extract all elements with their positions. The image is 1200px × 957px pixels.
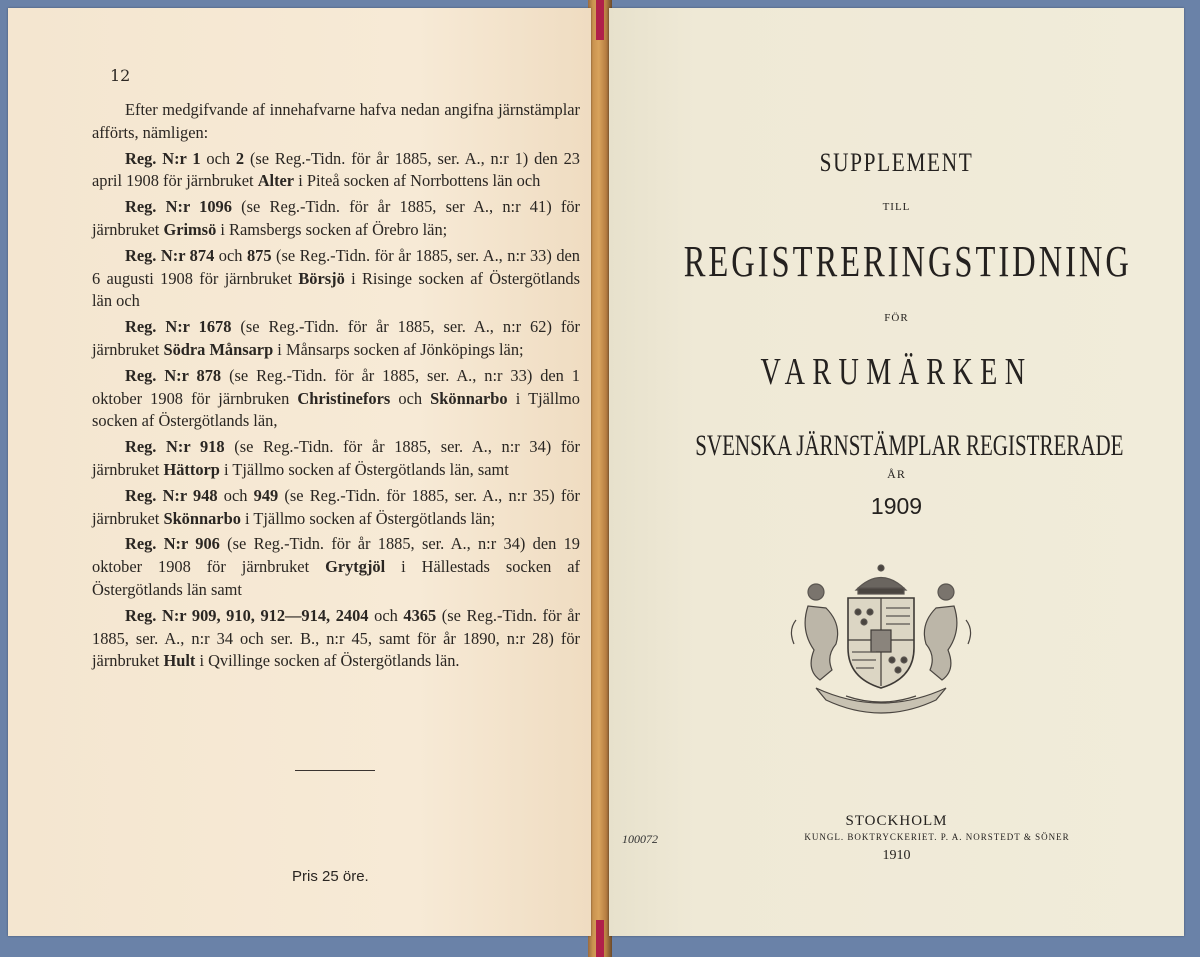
- bold-run: Reg. N:r 878: [125, 365, 222, 385]
- text-run: (se Reg.-Tidn. för år 1885, ser. A., n:r 62) för järnbruket: [92, 317, 580, 359]
- bold-run: Reg. N:r 906: [125, 534, 220, 554]
- bold-run: Reg. N:r 909, 910, 912—914, 2404: [125, 605, 369, 625]
- paragraph: [92, 436, 580, 482]
- bold-run: Börsjö: [298, 268, 345, 288]
- price-label: Pris 25 öre.: [292, 868, 369, 885]
- catalog-number: 100072: [622, 832, 658, 846]
- paragraph: [92, 316, 580, 362]
- separator-rule: [295, 770, 375, 771]
- text-run: (se Reg.-Tidn. för år 1885, ser. A., n:r 34) den 19 oktober 1908 för järnbruket: [92, 534, 580, 577]
- bold-run: Reg. N:r 918: [125, 437, 225, 457]
- title-varumarken: VARUMÄRKEN: [760, 351, 1033, 393]
- text-run: i Qvillinge socken af Östergötlands län.: [195, 651, 460, 671]
- publisher-city: STOCKHOLM: [845, 813, 948, 829]
- bold-run: Skönnarbo: [163, 508, 241, 528]
- text-run: (se Reg.-Tidn. för år 1885, ser. A., n:r 34 och ser. B., n:r 45, samt för år 1890, n:r 28) för järnbruket: [92, 605, 580, 671]
- text-run: Efter medgifvande af innehafvarne hafva nedan angifna järnstämplar afförts, nämligen:: [92, 100, 580, 142]
- bold-run: Hult: [163, 651, 196, 671]
- text-run: i Tjällmo socken af Östergötlands län, samt: [219, 459, 509, 479]
- subtitle: SVENSKA JÄRNSTÄMPLAR REGISTRERADE: [695, 429, 1124, 462]
- publication-year: 1910: [882, 848, 911, 863]
- text-run: (se Reg.-Tidn. för år 1885, ser. A., n:r 33) den 1 oktober 1908 för järnbruken: [92, 365, 580, 408]
- paragraph: [92, 148, 580, 194]
- text-run: i Tjällmo socken af Östergötlands län,: [92, 388, 580, 431]
- title-supplement: SUPPLEMENT: [819, 148, 974, 177]
- title-ar: ÅR: [887, 467, 906, 481]
- bold-run: 4365: [403, 605, 437, 625]
- paragraph: [92, 605, 580, 673]
- text-run: (se Reg.-Tidn. för år 1885, ser. A., n:r 34) för järnbruket: [92, 437, 580, 479]
- title-for: FÖR: [884, 312, 909, 324]
- left-page: [8, 8, 591, 936]
- title-till: TILL: [882, 201, 911, 213]
- body-text: [92, 99, 580, 676]
- bold-run: Christinefors: [297, 388, 391, 408]
- publisher-printer: KUNGL. BOKTRYCKERIET. P. A. NORSTEDT & SÖNER: [804, 832, 1070, 842]
- paragraph: [92, 245, 580, 313]
- bold-run: Alter: [257, 171, 295, 191]
- text-run: (se Reg.-Tidn. för 1885, ser. A., n:r 35) för järnbruket: [92, 485, 580, 528]
- bold-run: Reg. N:r 948: [125, 485, 218, 505]
- text-run: i Risinge socken af Östergötlands län och: [92, 268, 580, 311]
- bold-run: 875: [246, 245, 272, 265]
- text-run: och: [214, 245, 247, 265]
- text-run: i Tjällmo socken af Östergötlands län;: [240, 508, 496, 528]
- text-run: i Piteå socken af Norrbottens län och: [294, 171, 541, 191]
- paragraph: [92, 485, 580, 531]
- title-year: 1909: [870, 493, 923, 519]
- text-run: och: [390, 388, 431, 408]
- bold-run: 949: [253, 485, 279, 505]
- bold-run: Hättorp: [163, 459, 220, 479]
- text-run: och: [200, 148, 236, 168]
- bold-run: Grimsö: [163, 219, 217, 239]
- right-page: [609, 8, 1184, 936]
- main-title: REGISTRERINGSTIDNING: [683, 237, 1132, 286]
- page-number: 12: [110, 66, 131, 85]
- paragraph: [92, 533, 580, 601]
- text-run: (se Reg.-Tidn. för år 1885, ser A., n:r 41) för järnbruket: [92, 197, 580, 239]
- bold-run: Södra Månsarp: [163, 339, 274, 359]
- paragraph: [92, 99, 580, 145]
- bold-run: Reg. N:r 1678: [125, 317, 232, 337]
- text-run: och: [217, 485, 254, 505]
- paragraph: [92, 365, 580, 433]
- text-run: i Ramsbergs socken af Örebro län;: [216, 219, 448, 239]
- bold-run: Reg. N:r 1: [125, 148, 201, 168]
- bold-run: Reg. N:r 1096: [125, 197, 232, 217]
- text-run: i Hällestads socken af Östergötlands län samt: [92, 557, 580, 599]
- spine-bookmark-bottom: [596, 920, 604, 957]
- text-run: och: [368, 605, 404, 625]
- coat-of-arms-icon: [786, 560, 976, 720]
- spine-bookmark-top: [596, 0, 604, 40]
- text-run: (se Reg.-Tidn. för år 1885, ser. A., n:r 33) den 6 augusti 1908 för järnbruket: [92, 245, 580, 288]
- paragraph: [92, 196, 580, 242]
- text-run: i Månsarps socken af Jönköpings län;: [273, 339, 524, 359]
- bold-run: 2: [235, 148, 245, 168]
- text-run: (se Reg.-Tidn. för år 1885, ser. A., n:r 1) den 23 april 1908 för järnbruket: [92, 148, 580, 191]
- bold-run: Skönnarbo: [430, 388, 508, 408]
- bold-run: Grytgjöl: [325, 557, 386, 577]
- bold-run: Reg. N:r 874: [125, 245, 215, 265]
